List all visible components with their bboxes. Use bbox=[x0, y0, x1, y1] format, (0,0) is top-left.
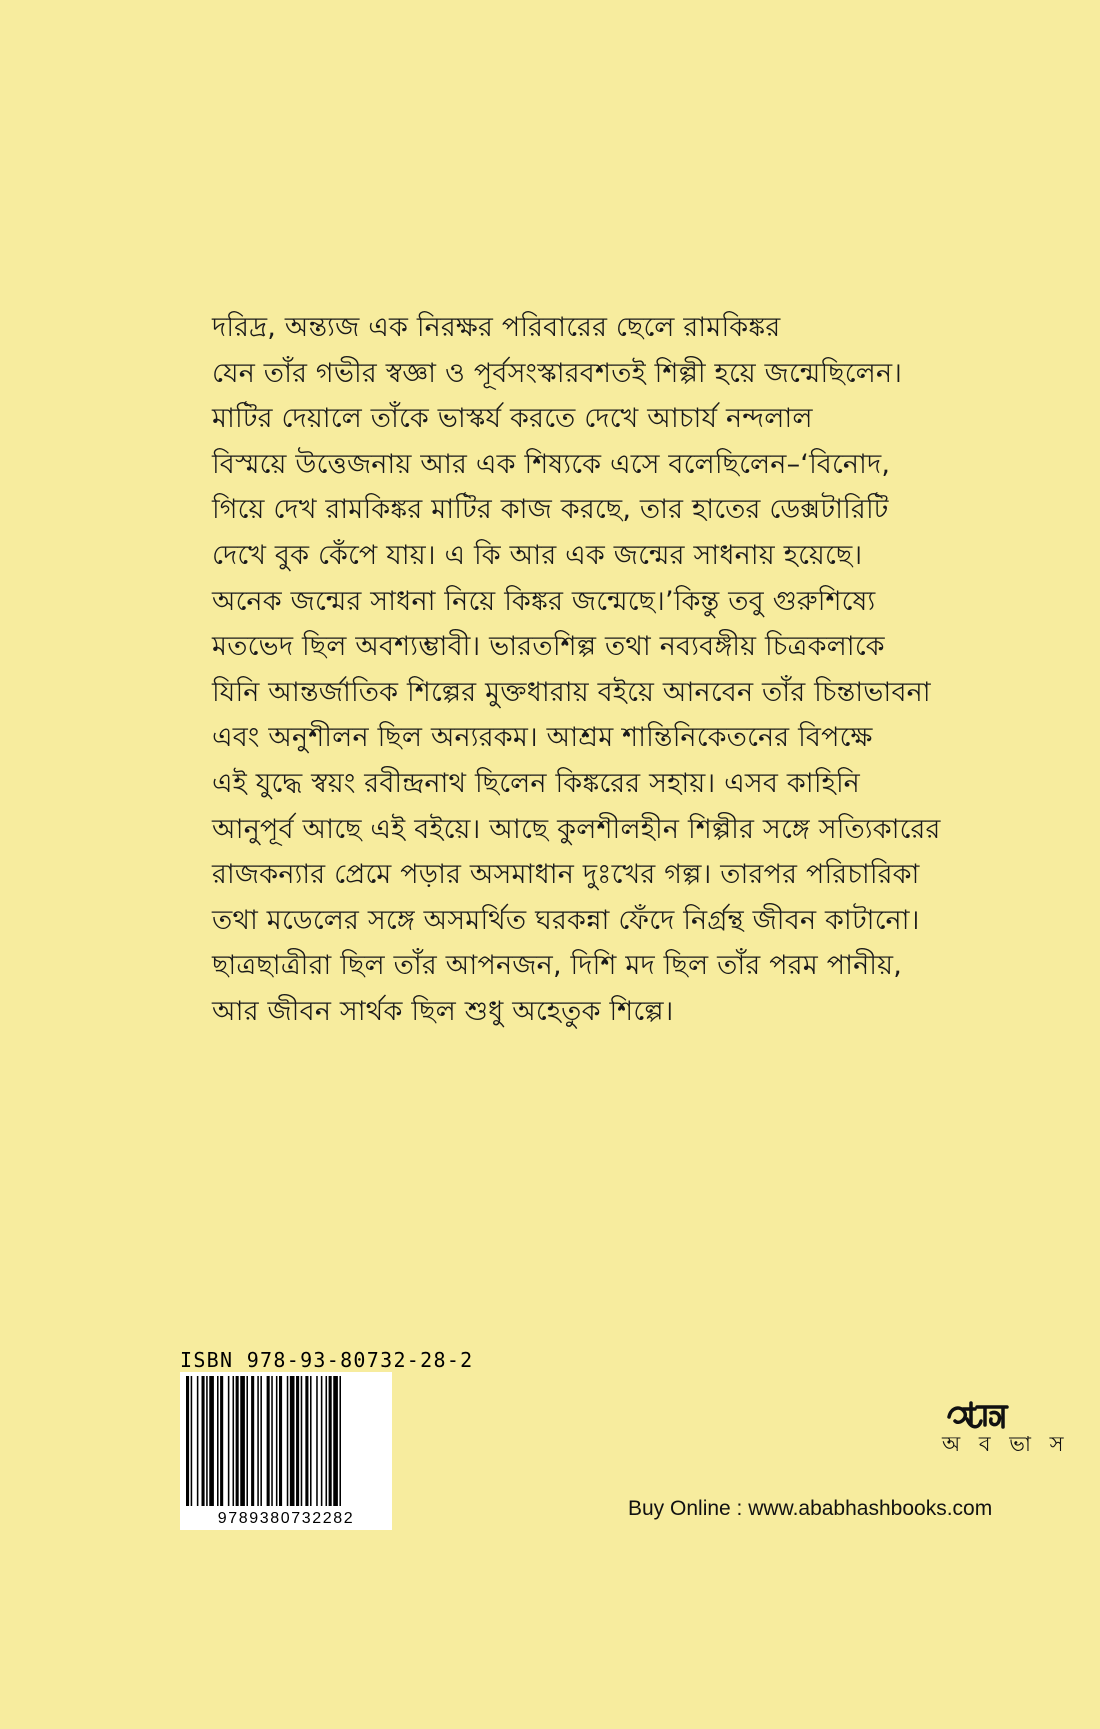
barcode-bars bbox=[180, 1372, 392, 1508]
blurb-line: রাজকন্যার প্রেমে পড়ার অসমাধান দুঃখের গল্প। তারপর পরিচারিকা bbox=[212, 859, 920, 891]
blurb-text bbox=[212, 305, 1032, 1035]
isbn-barcode bbox=[180, 1372, 392, 1530]
blurb-line: দরিদ্র, অন্ত্যজ এক নিরক্ষর পরিবারের ছেলে রামকিঙ্কর bbox=[212, 312, 781, 343]
blurb-line: আনুপূর্ব আছে এই বইয়ে। আছে কুলশীলহীন শিল্পীর সঙ্গে সত্যিকারের bbox=[212, 813, 941, 845]
blurb-line: এবং অনুশীলন ছিল অন্যরকম। আশ্রম শান্তিনিকেতনের বিপক্ষে bbox=[212, 722, 873, 754]
blurb-line: বিস্ময়ে উত্তেজনায় আর এক শিষ্যকে এসে বলেছিলেন–‘বিনোদ, bbox=[212, 448, 891, 480]
blurb-line: তথা মডেলের সঙ্গে অসমর্থিত ঘরকন্না ফেঁদে নির্গ্রন্থ জীবন কাটানো। bbox=[212, 904, 920, 936]
publisher-name: অ ব ভা স bbox=[942, 1432, 1070, 1456]
blurb-line: ছাত্রছাত্রীরা ছিল তাঁর আপনজন, দিশি মদ ছিল তাঁর পরম পানীয়, bbox=[212, 950, 903, 982]
blurb-line: আর জীবন সার্থক ছিল শুধু অহেতুক শিল্পে। bbox=[212, 995, 674, 1027]
blurb-line: অনেক জন্মের সাধনা নিয়ে কিঙ্কর জন্মেছে।’কিন্তু তবু গুরুশিষ্যে bbox=[212, 585, 876, 617]
blurb-line: গিয়ে দেখ রামকিঙ্কর মাটির কাজ করছে, তার হাতের ডেক্সটারিটি bbox=[212, 494, 889, 526]
blurb-line: মাটির দেয়ালে তাঁকে ভাস্কর্য করতে দেখে আচার্য নন্দলাল bbox=[212, 403, 813, 435]
barcode-number: 9789380732282 bbox=[217, 1510, 355, 1527]
blurb-line: যেন তাঁর গভীর স্বজ্ঞা ও পূর্বসংস্কারবশতই শিল্পী হয়ে জন্মেছিলেন। bbox=[212, 357, 903, 389]
isbn-label: ISBN 978-93-80732-28-2 bbox=[180, 1348, 474, 1372]
buy-online-link: Buy Online : www.ababhashbooks.com bbox=[628, 1497, 993, 1520]
blurb-line: যিনি আন্তর্জাতিক শিল্পের মুক্তধারায় বইয়ে আনবেন তাঁর চিন্তাভাবনা bbox=[212, 676, 931, 708]
blurb-line: দেখে বুক কেঁপে যায়। এ কি আর এক জন্মের সাধনায় হয়েছে। bbox=[212, 539, 863, 571]
blurb-line: এই যুদ্ধে স্বয়ং রবীন্দ্রনাথ ছিলেন কিঙ্করের সহায়। এসব কাহিনি bbox=[212, 767, 860, 799]
blurb-line: মতভেদ ছিল অবশ্যম্ভাবী। ভারতশিল্প তথা নব্যবঙ্গীয় চিত্রকলাকে bbox=[212, 631, 885, 663]
